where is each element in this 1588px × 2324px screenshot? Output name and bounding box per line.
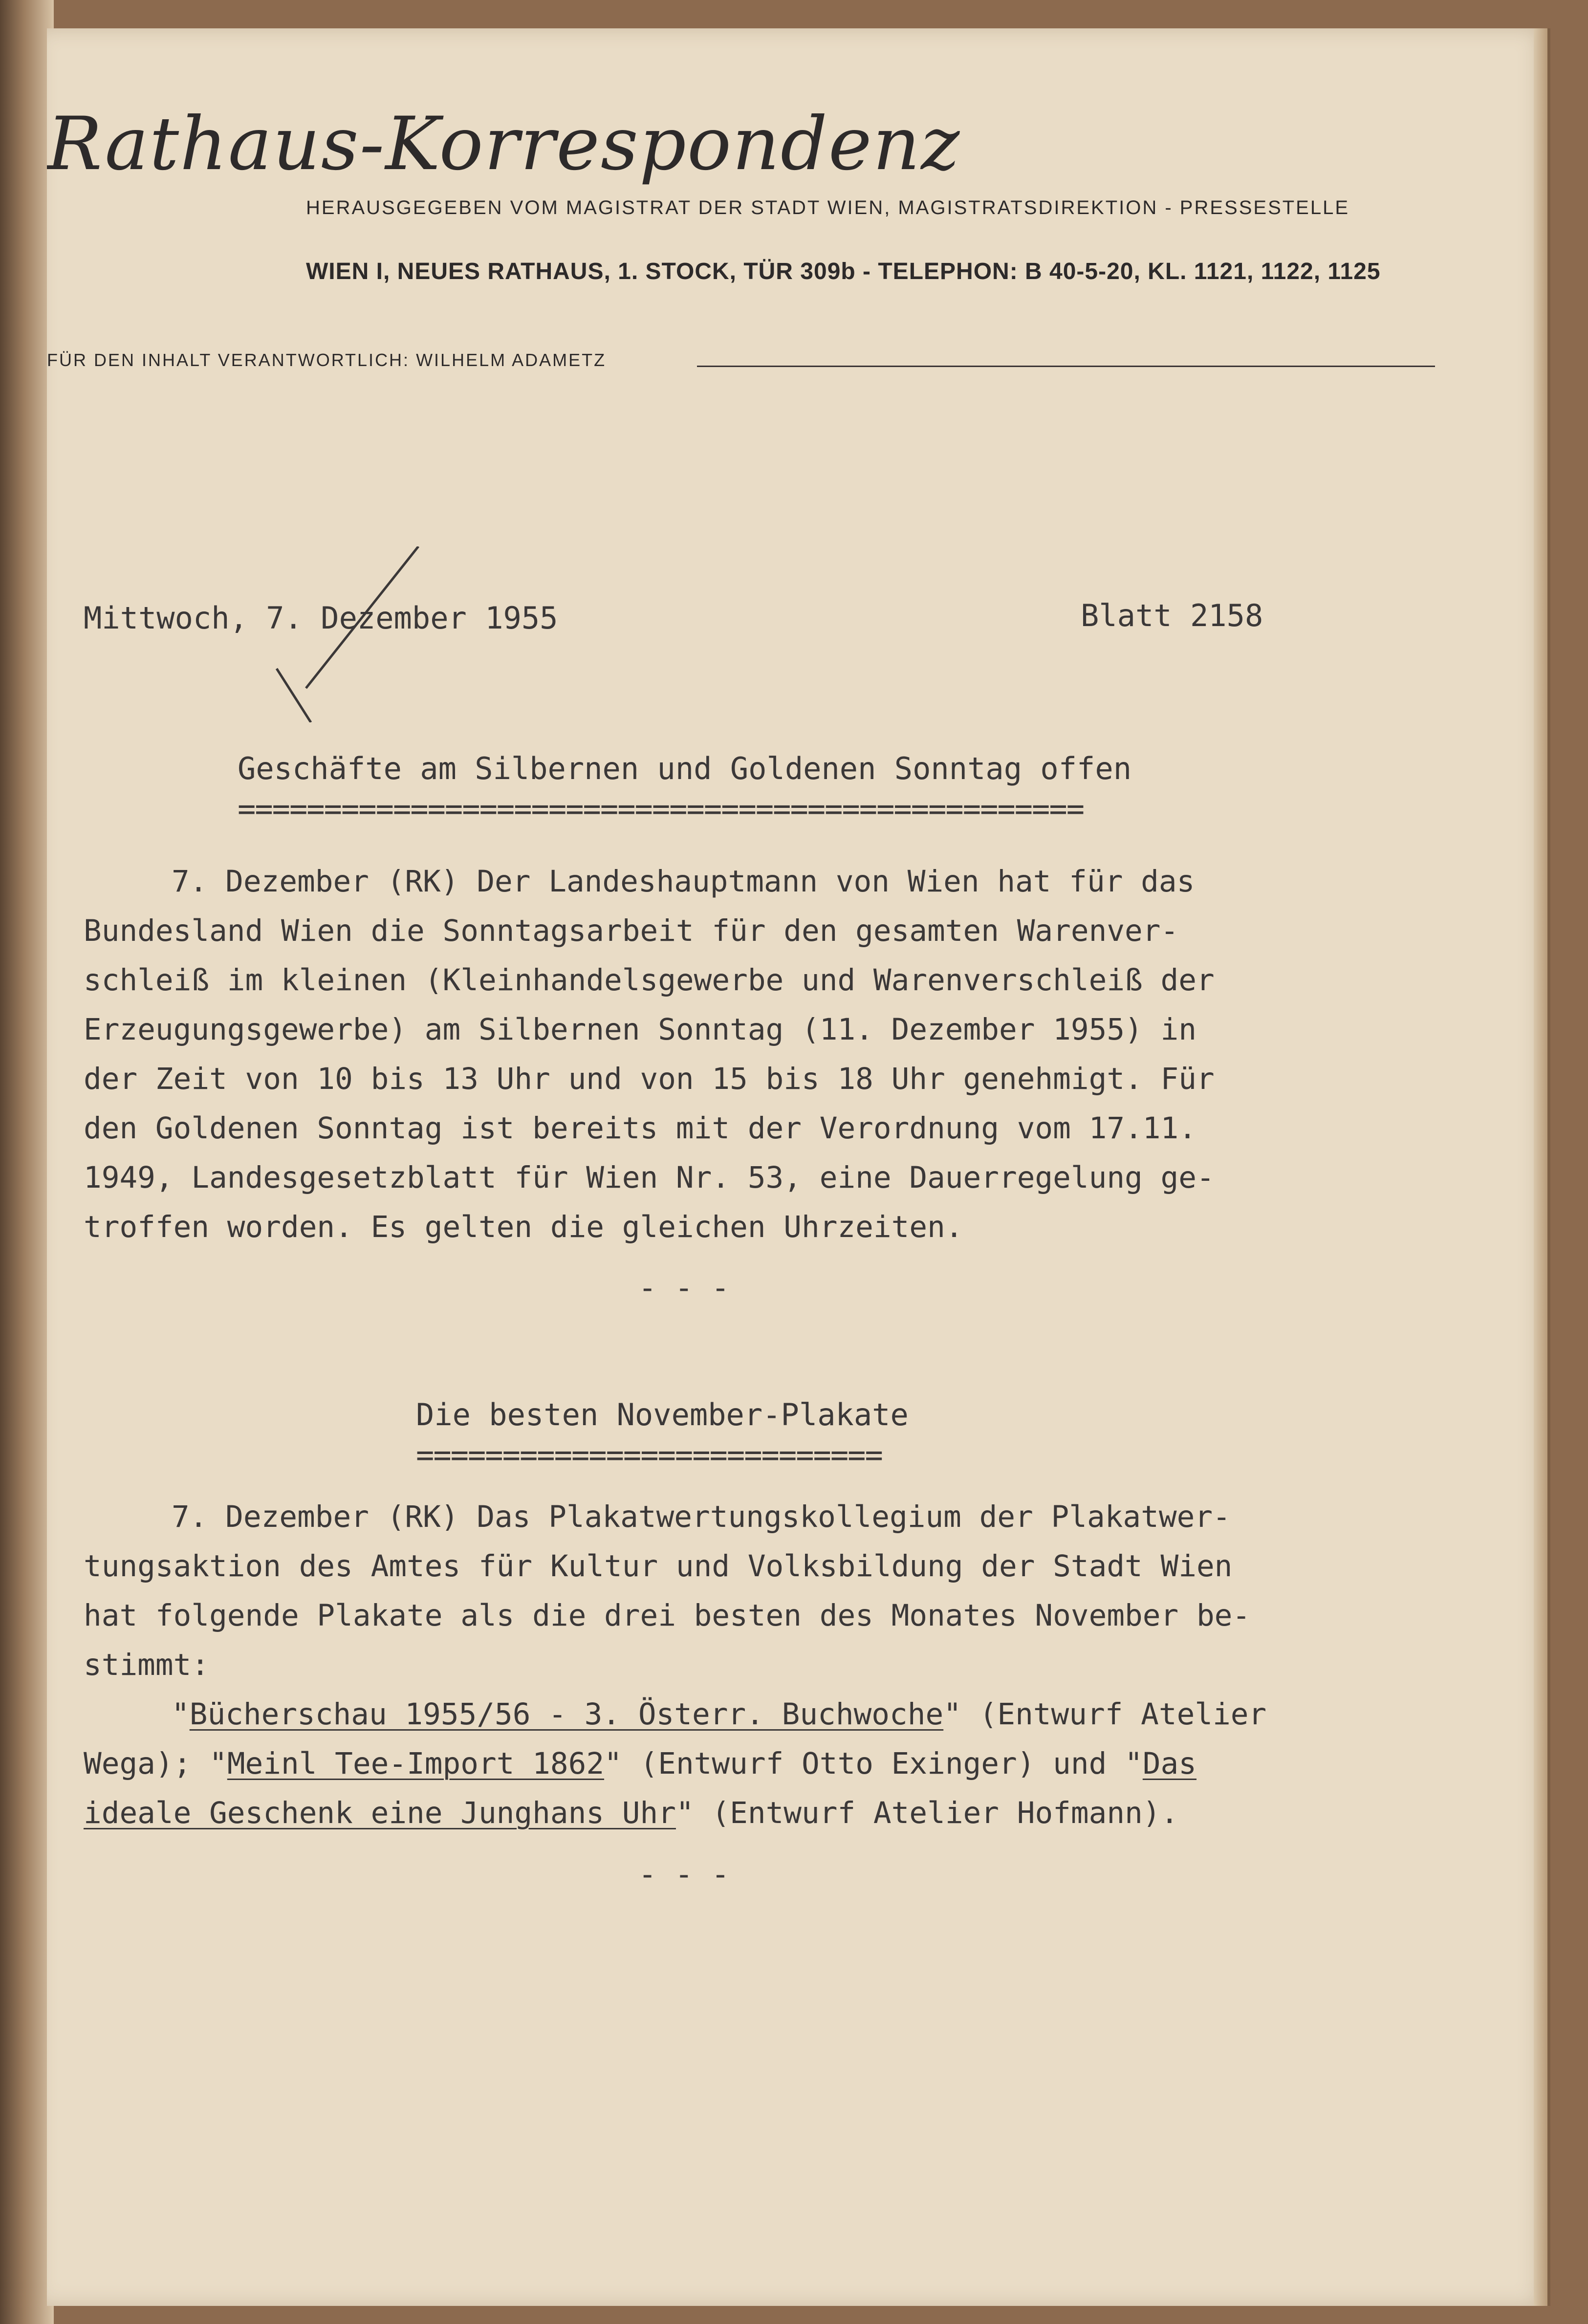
article1-line: schleiß im kleinen (Kleinhandelsgewerbe und Warenverschleiß der	[84, 963, 1215, 998]
article1-line: den Goldenen Sonntag ist bereits mit der Verordnung vom 17.11.	[84, 1111, 1196, 1146]
article1-separator: - - -	[638, 1270, 730, 1305]
poster-title-1: Bücherschau 1955/56 - 3. Österr. Buchwoche	[189, 1697, 944, 1732]
quote-text: Wega); "	[84, 1746, 227, 1781]
poster-list-line	[84, 1690, 1266, 1739]
poster-title-3-start: Das	[1142, 1746, 1196, 1781]
poster-list-line	[84, 1788, 1266, 1838]
article1-line: 7. Dezember (RK) Der Landeshauptmann von Wien hat für das	[172, 864, 1195, 899]
sheet-number: Blatt 2158	[1081, 598, 1263, 633]
article1-line: Erzeugungsgewerbe) am Silbernen Sonntag (11. Dezember 1955) in	[84, 1012, 1196, 1047]
quote-text: " (Entwurf Atelier	[943, 1697, 1267, 1732]
article1-line: 1949, Landesgesetzblatt für Wien Nr. 53, eine Dauerregelung ge-	[84, 1160, 1215, 1195]
check-mark-icon	[257, 546, 433, 722]
article2-title: Die besten November-Plakate	[416, 1397, 909, 1433]
quote-text: " (Entwurf Atelier Hofmann).	[675, 1796, 1179, 1830]
issue-date: Mittwoch, 7. Dezember 1955	[84, 600, 558, 636]
address-line: WIEN I, NEUES RATHAUS, 1. STOCK, TÜR 309b - TELEPHON: B 40-5-20, KL. 1121, 1122, 1125	[306, 259, 1381, 284]
article2-line: stimmt:	[84, 1648, 210, 1682]
book-binding	[0, 0, 54, 2324]
article2-body	[84, 1492, 1266, 1838]
quote-text: " (Entwurf Otto Exinger) und "	[604, 1746, 1143, 1781]
article2-separator: - - -	[638, 1856, 730, 1892]
article2-title-rule: ===========================	[416, 1437, 882, 1473]
poster-title-2: Meinl Tee-Import 1862	[227, 1746, 605, 1781]
article1-line: troffen worden. Es gelten die gleichen Uhrzeiten.	[84, 1210, 963, 1244]
masthead-rule	[697, 366, 1435, 367]
article2-line: 7. Dezember (RK) Das Plakatwertungskollegium der Plakatwer-	[172, 1499, 1231, 1534]
responsible-editor: FÜR DEN INHALT VERANTWORTLICH: WILHELM ADAMETZ	[47, 350, 607, 370]
article1-body	[84, 857, 1215, 1252]
page-edge	[1534, 28, 1547, 2306]
quote-text: "	[172, 1697, 190, 1732]
document-page	[47, 28, 1547, 2306]
poster-list-line	[84, 1739, 1266, 1788]
article1-title-rule: =================================================	[238, 791, 1084, 826]
poster-title-3-end: ideale Geschenk eine Junghans Uhr	[84, 1796, 676, 1830]
article1-line: Bundesland Wien die Sonntagsarbeit für den gesamten Warenver-	[84, 913, 1179, 948]
article2-line: hat folgende Plakate als die drei besten des Monates November be-	[84, 1598, 1251, 1633]
masthead-logo: Rathaus-Korrespondenz	[47, 102, 961, 187]
article1-line: der Zeit von 10 bis 13 Uhr und von 15 bis 18 Uhr genehmigt. Für	[84, 1062, 1215, 1096]
article1-title: Geschäfte am Silbernen und Goldenen Sonntag offen	[238, 751, 1132, 786]
article2-line: tungsaktion des Amtes für Kultur und Volksbildung der Stadt Wien	[84, 1549, 1233, 1584]
publisher-line: HERAUSGEGEBEN VOM MAGISTRAT DER STADT WIEN, MAGISTRATSDIREKTION - PRESSESTELLE	[306, 197, 1350, 218]
